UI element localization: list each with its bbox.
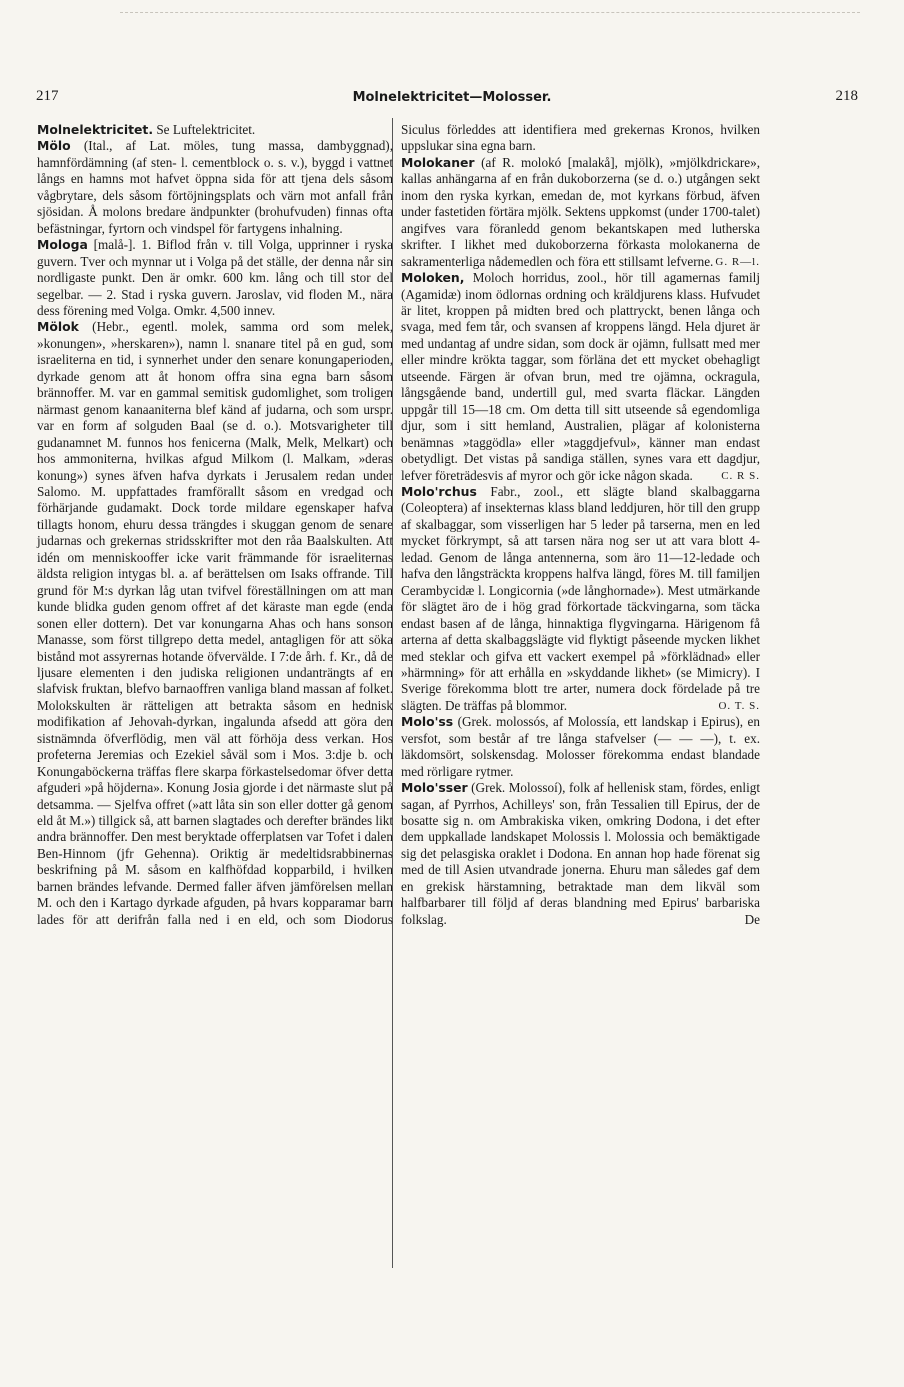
headword: Mölok <box>37 319 79 335</box>
author-signature: O. T. S. <box>718 699 760 712</box>
left-page-number: 217 <box>36 88 59 104</box>
headword: Mologa <box>37 237 88 253</box>
right-page-number: 218 <box>835 88 858 104</box>
headword: Molo'ss <box>401 714 454 730</box>
entry-text: Fabr., zool., ett slägte bland skalbaggarna (Coleoptera) af insekternas klass bland leddjuren, hör till den grupp af skalbaggar, som visserligen har 5 leder på tarserna, men en led mycket förkrympt, så att tarsen nära nog ser ut att vara blott 4-ledad. Genom de långa antennerna, som äro 11—12-ledade och hafva den långsträckta kroppens halfva längd, föres M. till familjen Cerambycidæ l. Longicornia (»de långhornade»). Mest utmärkande för slägtet äro de i hög grad förkortade täckvingarna, som täcka endast basen af de långa, hinnaktiga flygvingarna. Härigenom få arterna af detta skalbaggslägte vid flyktigt påseende mycken likhet med steklar och gifva ett vackert exempel på »förklädnad» eller »härmning» för att erhålla en »skyddande likhet» (se Mimicry). I Sverige förekomma blott tre arter, numera dock fördelade på tre slägten. De träffas på blommor. <box>401 483 760 713</box>
author-signature: G. R—l. <box>715 255 760 268</box>
entry-moloss <box>401 714 760 780</box>
entry-molok <box>37 319 393 928</box>
entry-molosser <box>401 780 760 928</box>
entry-molnelektricitet <box>37 122 393 138</box>
entry-text: (Ital., af Lat. möles, tung massa, dambyggnad), hamnfördämning (af sten- l. cementblock o. s. v.), byggd i vattnet långs en hamns mot hafvet öppna sida för att tjena dels såsom vågbrytare, dels såsom förtöjningsplats och värn mot anfall från sjösidan. Å molons bredare ändpunkter (brohufvuden) finnas ofta befästningar, fyrtorn och vindspel för fartygens inhalning. <box>37 138 393 236</box>
headword: Molo'rchus <box>401 483 477 499</box>
running-header: Molnelektricitet—Molosser. <box>352 90 552 105</box>
entry-text: Se Luftelektricitet. <box>153 122 256 137</box>
headword: Molokaner <box>401 154 475 170</box>
entry-text: (Grek. Molossoí), folk af hellenisk stam, fördes, enligt sagan, af Pyrrhos, Achilleys' son, från Tessalien till Epirus, der de bosatte sig n. om Ambrakiska viken, omkring Dodona, i det efter dem uppkallade landskapet Molossis l. Molossia och bemäktigade sig det pelasgiska oraklet i Dodona. En annan hop hade förenat sig med de till Asien utvandrade jonerna. Ehuru man således gaf dem en grekisk härstamning, betraktade man dem likväl som halfbarbarer till följd af deras blandning med Epirus' barbariska folkslag. De <box>401 780 760 927</box>
entry-molo <box>37 138 393 237</box>
entry-mologa <box>37 237 393 319</box>
entry-text: (af R. molokó [malakå], mjölk), »mjölkdrickare», kallas anhängarna af en från dukoborzerna (se d. o.) utgången sekt inom den ryska kyrkan, emedan de, mot kyrkans förbud, äfven under fastetiden förtära mjölk. Sektens uppkomst (under 1700-talet) angifves vara föranledd genom bekantskapen med lutherska skrifter. I likhet med dukoborzerna förkasta molokanerna de sakramenterliga nådemedlen och föra ett stillsamt lefverne. <box>401 154 760 269</box>
headword: Molnelektricitet. <box>37 122 154 137</box>
entry-molorchus <box>401 484 760 714</box>
headword: Molo'sser <box>401 780 468 796</box>
right-column <box>401 122 760 928</box>
author-signature: C. R S. <box>721 469 760 482</box>
left-column <box>37 122 393 928</box>
entry-text: (Grek. molossós, af Molossía, ett landskap i Epirus), en versfot, som består af tre långa stafvelser (— — —), t. ex. läkdomsört, solskensdag. Molosser förekomma endast blandade med rörligare rytmer. <box>401 714 760 779</box>
entry-text: (Hebr., egentl. molek, samma ord som melek, »konungen», »herskaren»), namn l. snanare titel på en gud, som israeliterna en tid, i synnerhet under den senare konungaperioden, dyrkade genom att åt honom offra sina egna barn såsom brännoffer. M. var en gammal semitisk gudomlighet, som troligen närmast genom kanaaniterna blef känd af judarna, och som urspr. var en form af solguden Baal (se d. o.). Motsvarigheter till gudanamnet M. funnos hos fenicerna (Malk, Melk, Melkart) och hos ammoniterna, hvilkas afgud Milkom (l. Malkam, »deras konung») synes äfven hafva dyrkats i Jerusalem redan under Salomo. M. uppfattades framförallt såsom en vredgad och förhärjande gudamakt. Dock torde mildare egenskaper hafva tillagts honom, ehuru dessa trängdes i skuggan genom de senare judarnas och grekernas stridsskrifter mot den råa Baalskulten. Att idén om menniskooffer icke varit främmande för israeliternas äldsta religion intygas bl. a. af berättelsen om Isaks offrande. Till grund för M:s dyrkan låg utan tvifvel föreställningen om att man kunde blidka guden genom offret af det käraste man egde (enda sonen eller dottern). Det var konungarna Ahas och hans sonson Manasse, som först tillgrepo detta medel, antagligen för att söka bistånd mot assyrernas hotande öfvervälde. I 7:de årh. f. Kr., då de ljusare elementen i den judiska religionen undanträngts af en slafvisk fruktan, blefvo barnaoffren vanliga bland massan af folket. Molokskulten är rätteligen att betrakta såsom en hednisk modifikation af Jehovah-dyrkan, ingalunda afsedd att göra den sistnämnda öfverflödig, men väl att förhöja dess verkan. Hos profeterna Jeremias och Ezekiel såväl som i Mos. 3:dje b. och Konungaböckerna träffas flere skarpa förkastelsedomar öfver detta afguderi »på höjderna». Konung Josia gjorde i det närmaste slut på detsamma. — Sjelfva offret (»att låta sin son eller dotter gå genom eld åt M.») tillgick så, att barnen slagtades och derefter brändes likt andra brännoffer. Den mest beryktade offerplatsen var Tofet i dalen Ben-Hinnom (jfr Gehenna). Oriktig är medeltidsrabbinernas beskrifning på M. såsom en kalfhöfdad kopparbild, i hvilken barnen brändes lefvande. Dermed faller äfven jämförelsen mellan M. och den i Kartago dyrkade afguden, på hvars kopparamar barn lades för att derifrån falla ned i en eld, och som Diodorus <box>37 319 393 927</box>
entry-text: Moloch horridus, zool., hör till agamernas familj (Agamidæ) inom ödlornas ordning och kräldjurens klass. Hufvudet är litet, kroppen på midten bred och plattryckt, benen långa och svaga, med fem tår, och svansen af kroppens längd. Hela djuret är med undantag af undre sidan, som dock är ojämn, fullsatt med mer eller mindre krökta taggar, som förläna det ett mycket obehagligt utseende. Färgen är ofvan brun, med tre ojämna, ockragula, långsgående band, undertill gul, med svarta fläckar. Längden uppgår till 15—18 cm. Om detta till sitt utseende så egendomliga djur, som i sitt hemland, Australien, plägar af kolonisterna benämnas »taggödla» eller »taggdjefvul», känner man endast obetydligt. Det vistas på sandiga ställen, synes vara ett dagdjur, lefver företrädesvis af myror och gör icke någon skada. <box>401 270 760 483</box>
entry-molokaner <box>401 155 760 270</box>
headword: Moloken, <box>401 270 465 286</box>
entry-molok-continued <box>401 122 760 155</box>
top-edge-rule <box>120 12 860 13</box>
entry-text: Siculus förleddes att identifiera med grekernas Kronos, hvilken uppslukar sina egna barn. <box>401 122 760 154</box>
headword: Mölo <box>37 138 71 154</box>
entry-text: [malå-]. 1. Biflod från v. till Volga, upprinner i ryska guvern. Tver och mynnar ut i Volga på det ställe, der denna når sin nordligaste punkt. Den är omkr. 600 km. lång och till stor del segelbar. — 2. Stad i ryska guvern. Jaroslav, vid floden M., nära dess förening med Volga. Omkr. 4,500 innev. <box>37 237 393 318</box>
entry-moloken <box>401 270 760 484</box>
